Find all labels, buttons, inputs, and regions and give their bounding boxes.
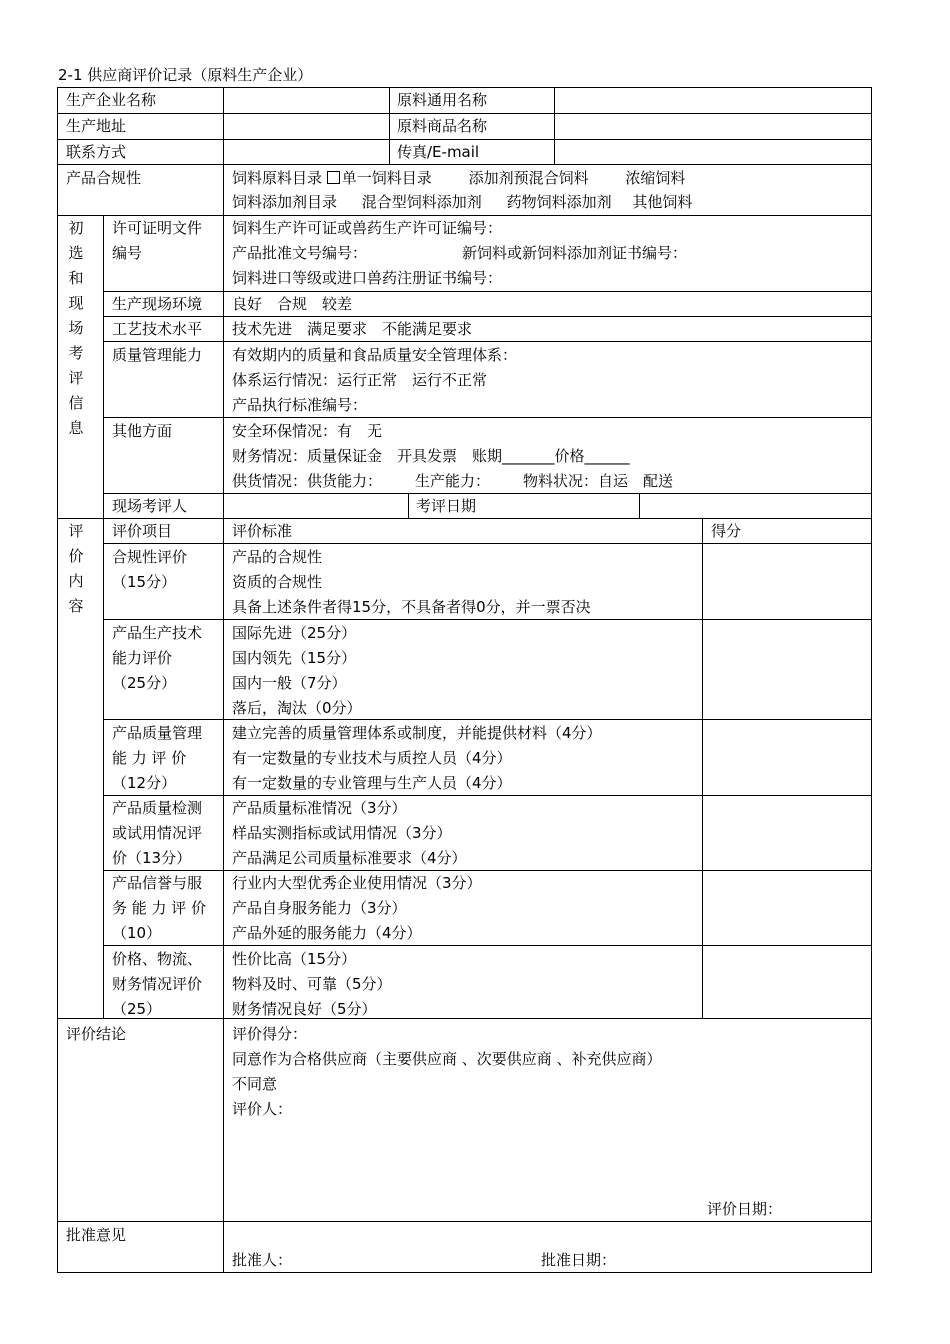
vertical-char: 评 (68, 522, 84, 540)
evaluation-item-name: 产品质量检测 (112, 799, 203, 817)
qm-line-2: 体系运行情况：运行正常 运行不正常 (232, 371, 488, 389)
license-line-1: 饲料生产许可证或兽药生产许可证编号： (232, 219, 503, 237)
evaluation-item-name: （25分） (112, 674, 177, 692)
vertical-char: 现 (68, 294, 84, 312)
address-label: 生产地址 (66, 117, 127, 135)
other-line-2: 财务情况：质量保证金 开具发票 账期_______价格______ (232, 447, 630, 465)
qm-line-1: 有效期内的质量和食品质量安全管理体系： (232, 346, 518, 364)
evaluation-item-name: 或试用情况评 (112, 824, 203, 842)
approver-label: 批准人： (232, 1251, 293, 1269)
evaluation-criterion: 国内一般（7分） (232, 674, 347, 692)
other-line-3b: 生产能力： (415, 472, 491, 490)
other-label: 其他方面 (112, 422, 173, 440)
evaluation-item-name: 能力评价 (112, 649, 173, 667)
evaluation-criterion: 有一定数量的专业管理与生产人员（4分） (232, 774, 512, 792)
evaluation-criterion: 国内领先（15分） (232, 649, 357, 667)
evaluation-criterion: 有一定数量的专业技术与质控人员（4分） (232, 749, 512, 767)
vertical-char: 内 (68, 572, 84, 590)
generic-name-label: 原料通用名称 (397, 91, 488, 109)
evaluation-criterion: 产品满足公司质量标准要求（4分） (232, 849, 467, 867)
evaluation-item-name: 产品质量管理 (112, 724, 203, 742)
evaluation-date-label: 评价日期： (707, 1200, 783, 1218)
vertical-char: 考 (68, 344, 84, 362)
vertical-char: 和 (68, 269, 84, 287)
evaluation-item-name: 务 能 力 评 价 (112, 899, 207, 917)
inspection-group-label (66, 216, 86, 441)
evaluation-criterion: 产品质量标准情况（3分） (232, 799, 407, 817)
standard-header: 评价标准 (232, 522, 293, 540)
evaluation-criterion: 具备上述条件者得15分，不具备者得0分，并一票否决 (232, 598, 591, 616)
evaluation-criterion: 国际先进（25分） (232, 624, 357, 642)
license-line-2a: 产品批准文号编号： (232, 244, 368, 262)
env-label: 生产现场环境 (112, 295, 203, 313)
contact-label: 联系方式 (66, 143, 127, 161)
company-name-label: 生产企业名称 (66, 91, 157, 109)
evaluation-criterion: 落后，淘汰（0分） (232, 699, 362, 717)
compliance-line-2: 饲料添加剂目录 混合型饲料添加剂 药物饲料添加剂 其他饲料 (232, 193, 693, 211)
evaluation-item-name: 产品信誉与服 (112, 874, 203, 892)
compliance-line-1: 饲料原料目录 单一饲料目录 添加剂预混合饲料 浓缩饲料 (232, 169, 686, 187)
conclusion-line-2: 同意作为合格供应商（主要供应商 、次要供应商 、补充供应商） (232, 1050, 662, 1068)
vertical-char: 选 (68, 244, 84, 262)
evaluation-item-name: 产品生产技术 (112, 624, 203, 642)
other-line-3a: 供货情况：供货能力： (232, 472, 383, 490)
inspector-label: 现场考评人 (112, 497, 188, 515)
brand-name-label: 原料商品名称 (397, 117, 488, 135)
evaluation-item-name: 合规性评价 (112, 548, 188, 566)
evaluation-criterion: 资质的合规性 (232, 573, 323, 591)
license-line-2b: 新饲料或新饲料添加剂证书编号： (462, 244, 688, 262)
evaluation-item-name: 价（13分） (112, 849, 192, 867)
vertical-char: 场 (68, 319, 84, 337)
page-title: 2-1 供应商评价记录（原料生产企业） (58, 66, 313, 84)
qm-label: 质量管理能力 (112, 346, 203, 364)
vertical-char: 初 (68, 219, 84, 237)
evaluation-item-name: （15分） (112, 573, 177, 591)
env-value: 良好 合规 较差 (232, 295, 353, 313)
other-line-1: 安全环保情况：有 无 (232, 422, 383, 440)
license-line-3: 饲料进口等级或进口兽药注册证书编号： (232, 269, 503, 287)
other-line-3c: 物料状况：自运 配送 (523, 472, 674, 490)
evaluation-item-name: 能 力 评 价 (112, 749, 187, 767)
evaluation-item-name: 财务情况评价 (112, 975, 203, 993)
conclusion-label: 评价结论 (66, 1025, 127, 1043)
conclusion-line-4: 评价人： (232, 1100, 293, 1118)
evaluation-criterion: 性价比高（15分） (232, 950, 357, 968)
checkbox-icon[interactable] (327, 171, 340, 184)
evaluation-group-label (66, 519, 86, 619)
vertical-char: 信 (68, 394, 84, 412)
approval-label: 批准意见 (66, 1226, 127, 1244)
evaluation-criterion: 行业内大型优秀企业使用情况（3分） (232, 874, 482, 892)
evaluation-criterion: 产品的合规性 (232, 548, 323, 566)
vertical-char: 容 (68, 597, 84, 615)
evaluation-criterion: 建立完善的质量管理体系或制度，并能提供材料（4分） (232, 724, 602, 742)
tech-value: 技术先进 满足要求 不能满足要求 (232, 320, 473, 338)
compliance-label: 产品合规性 (66, 169, 142, 187)
conclusion-line-3: 不同意 (232, 1075, 278, 1093)
evaluation-item-name: （25） (112, 1000, 162, 1018)
evaluation-item-name: （10） (112, 924, 162, 942)
fax-label: 传真/E-mail (397, 143, 480, 161)
evaluation-item-name: 价格、物流、 (112, 950, 203, 968)
evaluation-criterion: 样品实测指标或试用情况（3分） (232, 824, 452, 842)
score-header: 得分 (711, 522, 742, 540)
evaluation-criterion: 产品自身服务能力（3分） (232, 899, 407, 917)
vertical-char: 评 (68, 369, 84, 387)
evaluation-criterion: 财务情况良好（5分） (232, 1000, 377, 1018)
qm-line-3: 产品执行标准编号： (232, 396, 368, 414)
evaluation-criterion: 物料及时、可靠（5分） (232, 975, 392, 993)
license-label-2: 编号 (112, 244, 143, 262)
item-header: 评价项目 (112, 522, 173, 540)
tech-label: 工艺技术水平 (112, 320, 203, 338)
vertical-char: 价 (68, 547, 84, 565)
license-label-1: 许可证明文件 (112, 219, 203, 237)
evaluation-item-name: （12分） (112, 774, 177, 792)
inspection-date-label: 考评日期 (416, 497, 477, 515)
vertical-char: 息 (68, 419, 84, 437)
approval-date-label: 批准日期： (541, 1251, 617, 1269)
evaluation-criterion: 产品外延的服务能力（4分） (232, 924, 422, 942)
conclusion-line-1: 评价得分： (232, 1025, 308, 1043)
